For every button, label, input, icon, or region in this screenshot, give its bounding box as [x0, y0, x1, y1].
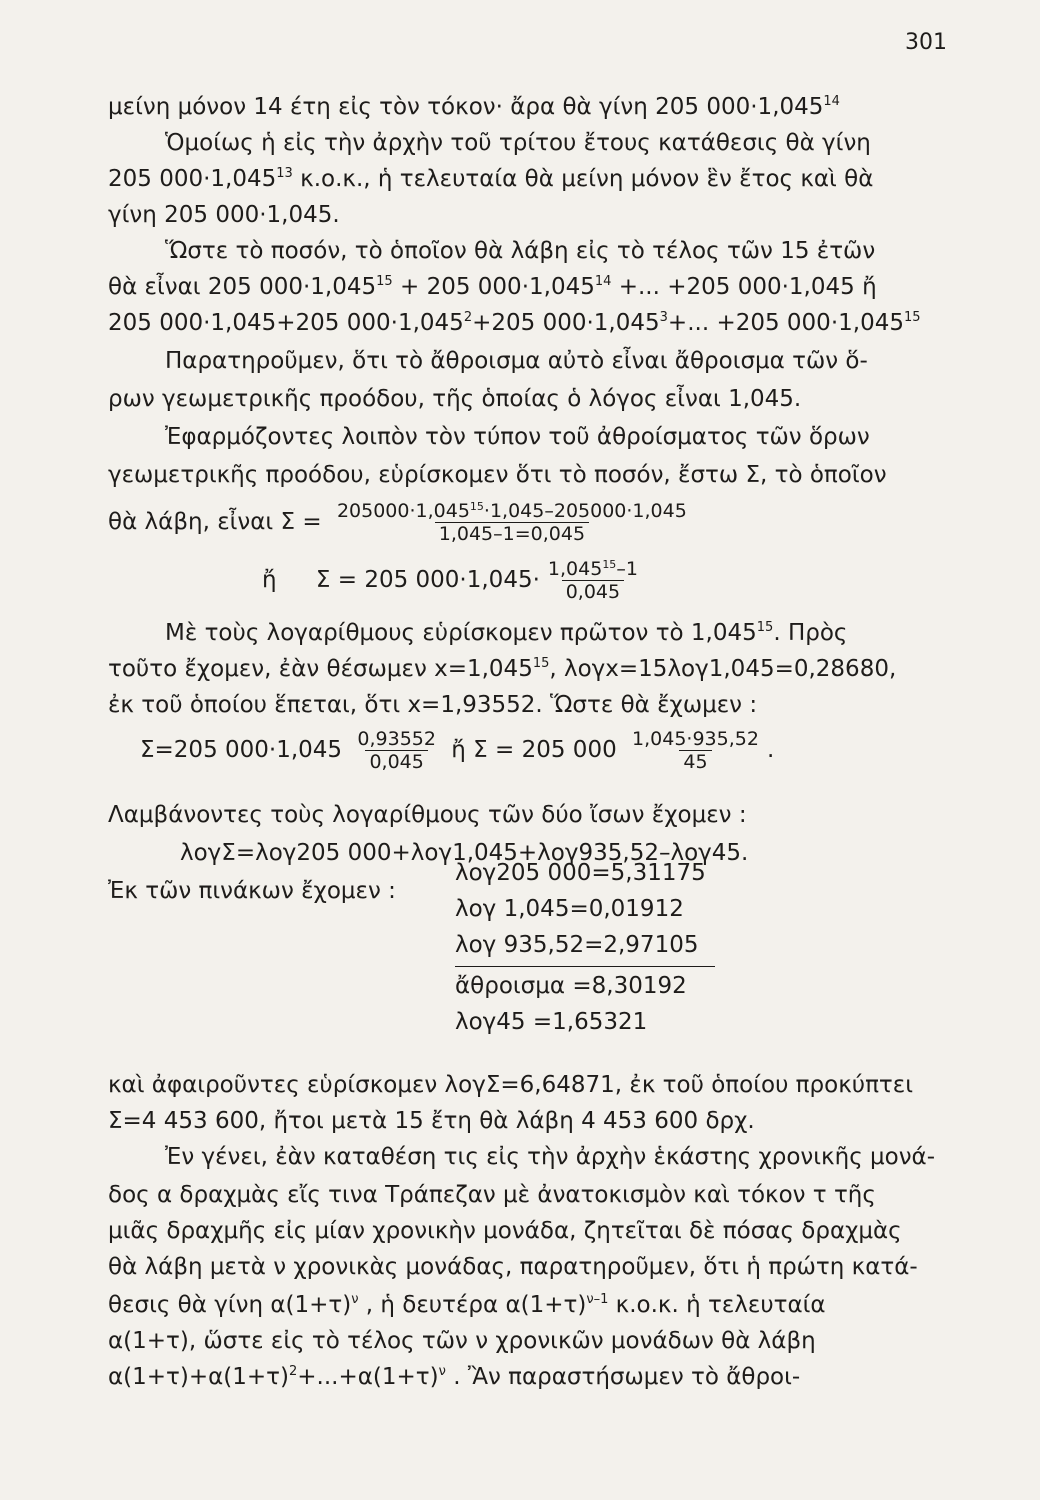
exponent: 3: [659, 310, 668, 325]
text: , λογx=15λογ1,045=0,28680,: [549, 656, 897, 682]
text-line: λογΣ=λογ205 000+λογ1,045+λογ935,52–λογ45.: [180, 840, 749, 866]
numerator: 0,93552: [357, 728, 436, 750]
exponent: ν: [351, 1292, 359, 1307]
numerator: [544, 558, 642, 580]
text-line: μιᾶς δραχμῆς εἰς μίαν χρονικὴν μονάδα, ζητεῖται δὲ πόσας δραχμὰς: [108, 1218, 902, 1244]
text: 205 000·1,045+205 000·1,045: [108, 310, 464, 336]
text-line: ρων γεωμετρικῆς προόδου, τῆς ὁποίας ὁ λόγος εἶναι 1,045.: [108, 386, 802, 412]
formula-result: [140, 728, 1000, 773]
text: ἤ Σ = 205 000: [451, 737, 617, 763]
exponent: 14: [823, 94, 840, 109]
text: α(1+τ)+α(1+τ): [108, 1364, 289, 1390]
denominator: 45: [679, 750, 711, 773]
log-row: λογ205 000=5,31175: [455, 860, 706, 886]
numerator: 1,045·935,52: [632, 728, 759, 750]
text: +... +205 000·1,045 ἤ: [611, 274, 877, 300]
text: 1,045: [547, 558, 603, 580]
text-line: Ἐν γένει, ἐὰν καταθέση τις εἰς τὴν ἀρχὴν ἑκάστης χρονικῆς μονά-: [165, 1144, 936, 1170]
text: ·1,045–205000·1,045: [483, 500, 687, 522]
text: κ.ο.κ. ἡ τελευταία: [608, 1292, 826, 1318]
text: . Πρὸς: [773, 620, 848, 646]
text: +205 000·1,045: [472, 310, 660, 336]
exponent: 15: [532, 656, 550, 671]
text: +... +205 000·1,045: [667, 310, 904, 336]
text-line: γίνη 205 000·1,045.: [108, 202, 340, 228]
text-line: Ὥστε τὸ ποσόν, τὸ ὁποῖον θὰ λάβη εἰς τὸ τέλος τῶν 15 ἐτῶν: [165, 238, 876, 264]
text-line: [165, 618, 1025, 648]
text-line: [108, 92, 968, 122]
text: θὰ εἶναι 205 000·1,045: [108, 274, 377, 300]
text-line: καὶ ἀφαιροῦντες εὑρίσκομεν λογΣ=6,64871, ἐκ τοῦ ὁποίου προκύπτει: [108, 1072, 913, 1098]
text: τοῦτο ἔχομεν, ἐὰν θέσωμεν x=1,045: [108, 656, 533, 682]
log-row: λογ 935,52=2,97105: [455, 930, 715, 967]
text: +...+α(1+τ): [297, 1364, 439, 1390]
log-row: λογ45 =1,65321: [455, 1009, 648, 1035]
denominator: 0,045: [365, 750, 427, 773]
text: ἤ: [262, 567, 277, 593]
exponent: ν–1: [586, 1292, 609, 1307]
exponent: 15: [376, 274, 393, 289]
text-line: Ἐκ τῶν πινάκων ἔχομεν :: [108, 878, 396, 904]
text-line: [108, 1362, 968, 1392]
log-row: λογ 1,045=0,01912: [455, 896, 684, 922]
exponent: 15: [756, 620, 774, 635]
text-line: Λαμβάνοντες τοὺς λογαρίθμους τῶν δύο ἴσων ἔχομεν :: [108, 802, 747, 828]
fraction: [628, 728, 763, 773]
text-line: [108, 308, 968, 338]
numerator: [333, 500, 691, 522]
page-number: 301: [905, 30, 947, 55]
text: Σ=205 000·1,045: [140, 737, 343, 763]
text: θεσις θὰ γίνη α(1+τ): [108, 1292, 352, 1318]
formula-sum: [108, 500, 968, 545]
fraction: [333, 500, 691, 545]
text-line: [108, 272, 968, 302]
text: κ.ο.κ., ἡ τελευταία θὰ μείνη μόνον ἓν ἔτος καὶ θὰ: [292, 166, 874, 192]
text-line: [108, 164, 968, 194]
text-line: [108, 1290, 968, 1320]
text-line: α(1+τ), ὥστε εἰς τὸ τέλος τῶν ν χρονικῶν μονάδων θὰ λάβη: [108, 1328, 816, 1354]
formula-sum-alt: [262, 558, 1040, 603]
text-line: Ὁμοίως ἡ εἰς τὴν ἀρχὴν τοῦ τρίτου ἔτους κατάθεσις θὰ γίνη: [165, 130, 871, 156]
text: , ἡ δευτέρα α(1+τ): [358, 1292, 587, 1318]
exponent: 15: [903, 310, 921, 325]
exponent: 2: [463, 310, 473, 325]
text-line: γεωμετρικῆς προόδου, εὑρίσκομεν ὅτι τὸ ποσόν, ἔστω Σ, τὸ ὁποῖον: [108, 462, 887, 488]
denominator: 1,045–1=0,045: [435, 522, 589, 545]
text: . Ἂν παραστήσωμεν τὸ ἄθροι-: [445, 1364, 801, 1390]
text-line: δος α δραχμὰς εἴς τινα Τράπεζαν μὲ ἀνατοκισμὸν καὶ τόκον τ τῆς: [108, 1182, 876, 1208]
text-line: ἐκ τοῦ ὁποίου ἕπεται, ὅτι x=1,93552. Ὥστε θὰ ἔχωμεν :: [108, 692, 758, 718]
exponent: 15: [602, 558, 617, 571]
text: .: [766, 737, 775, 763]
fraction: [353, 728, 440, 773]
log-row: ἄθροισμα =8,30192: [455, 973, 687, 999]
text-line: Ἐφαρμόζοντες λοιπὸν τὸν τύπον τοῦ ἀθροίσματος τῶν ὅρων: [165, 424, 870, 450]
logarithm-table: [455, 858, 715, 1043]
text: 205 000·1,045: [108, 166, 277, 192]
denominator: 0,045: [562, 580, 624, 603]
text-line: θὰ λάβη μετὰ ν χρονικὰς μονάδας, παρατηροῦμεν, ὅτι ἡ πρώτη κατά-: [108, 1254, 918, 1280]
text: + 205 000·1,045: [392, 274, 595, 300]
exponent: 13: [276, 166, 293, 181]
text: 205000·1,045: [336, 500, 470, 522]
exponent: ν: [438, 1364, 446, 1379]
text-line: Παρατηροῦμεν, ὅτι τὸ ἄθροισμα αὐτὸ εἶναι ἄθροισμα τῶν ὅ-: [165, 348, 868, 374]
text-line: Σ=4 453 600, ἤτοι μετὰ 15 ἔτη θὰ λάβη 4 453 600 δρχ.: [108, 1108, 755, 1134]
exponent: 2: [289, 1364, 298, 1379]
exponent: 14: [594, 274, 612, 289]
exponent: 15: [469, 500, 484, 513]
text-line: [108, 654, 968, 684]
fraction: [544, 558, 642, 603]
text: Σ = 205 000·1,045·: [315, 567, 540, 593]
text: Μὲ τοὺς λογαρίθμους εὑρίσκομεν πρῶτον τὸ 1,045: [165, 620, 757, 646]
text: μείνη μόνον 14 έτη εἰς τὸν τόκον· ἄρα θὰ γίνη 205 000·1,045: [108, 94, 824, 120]
text: –1: [616, 558, 638, 580]
text: θὰ λάβη, εἶναι Σ =: [108, 509, 322, 535]
